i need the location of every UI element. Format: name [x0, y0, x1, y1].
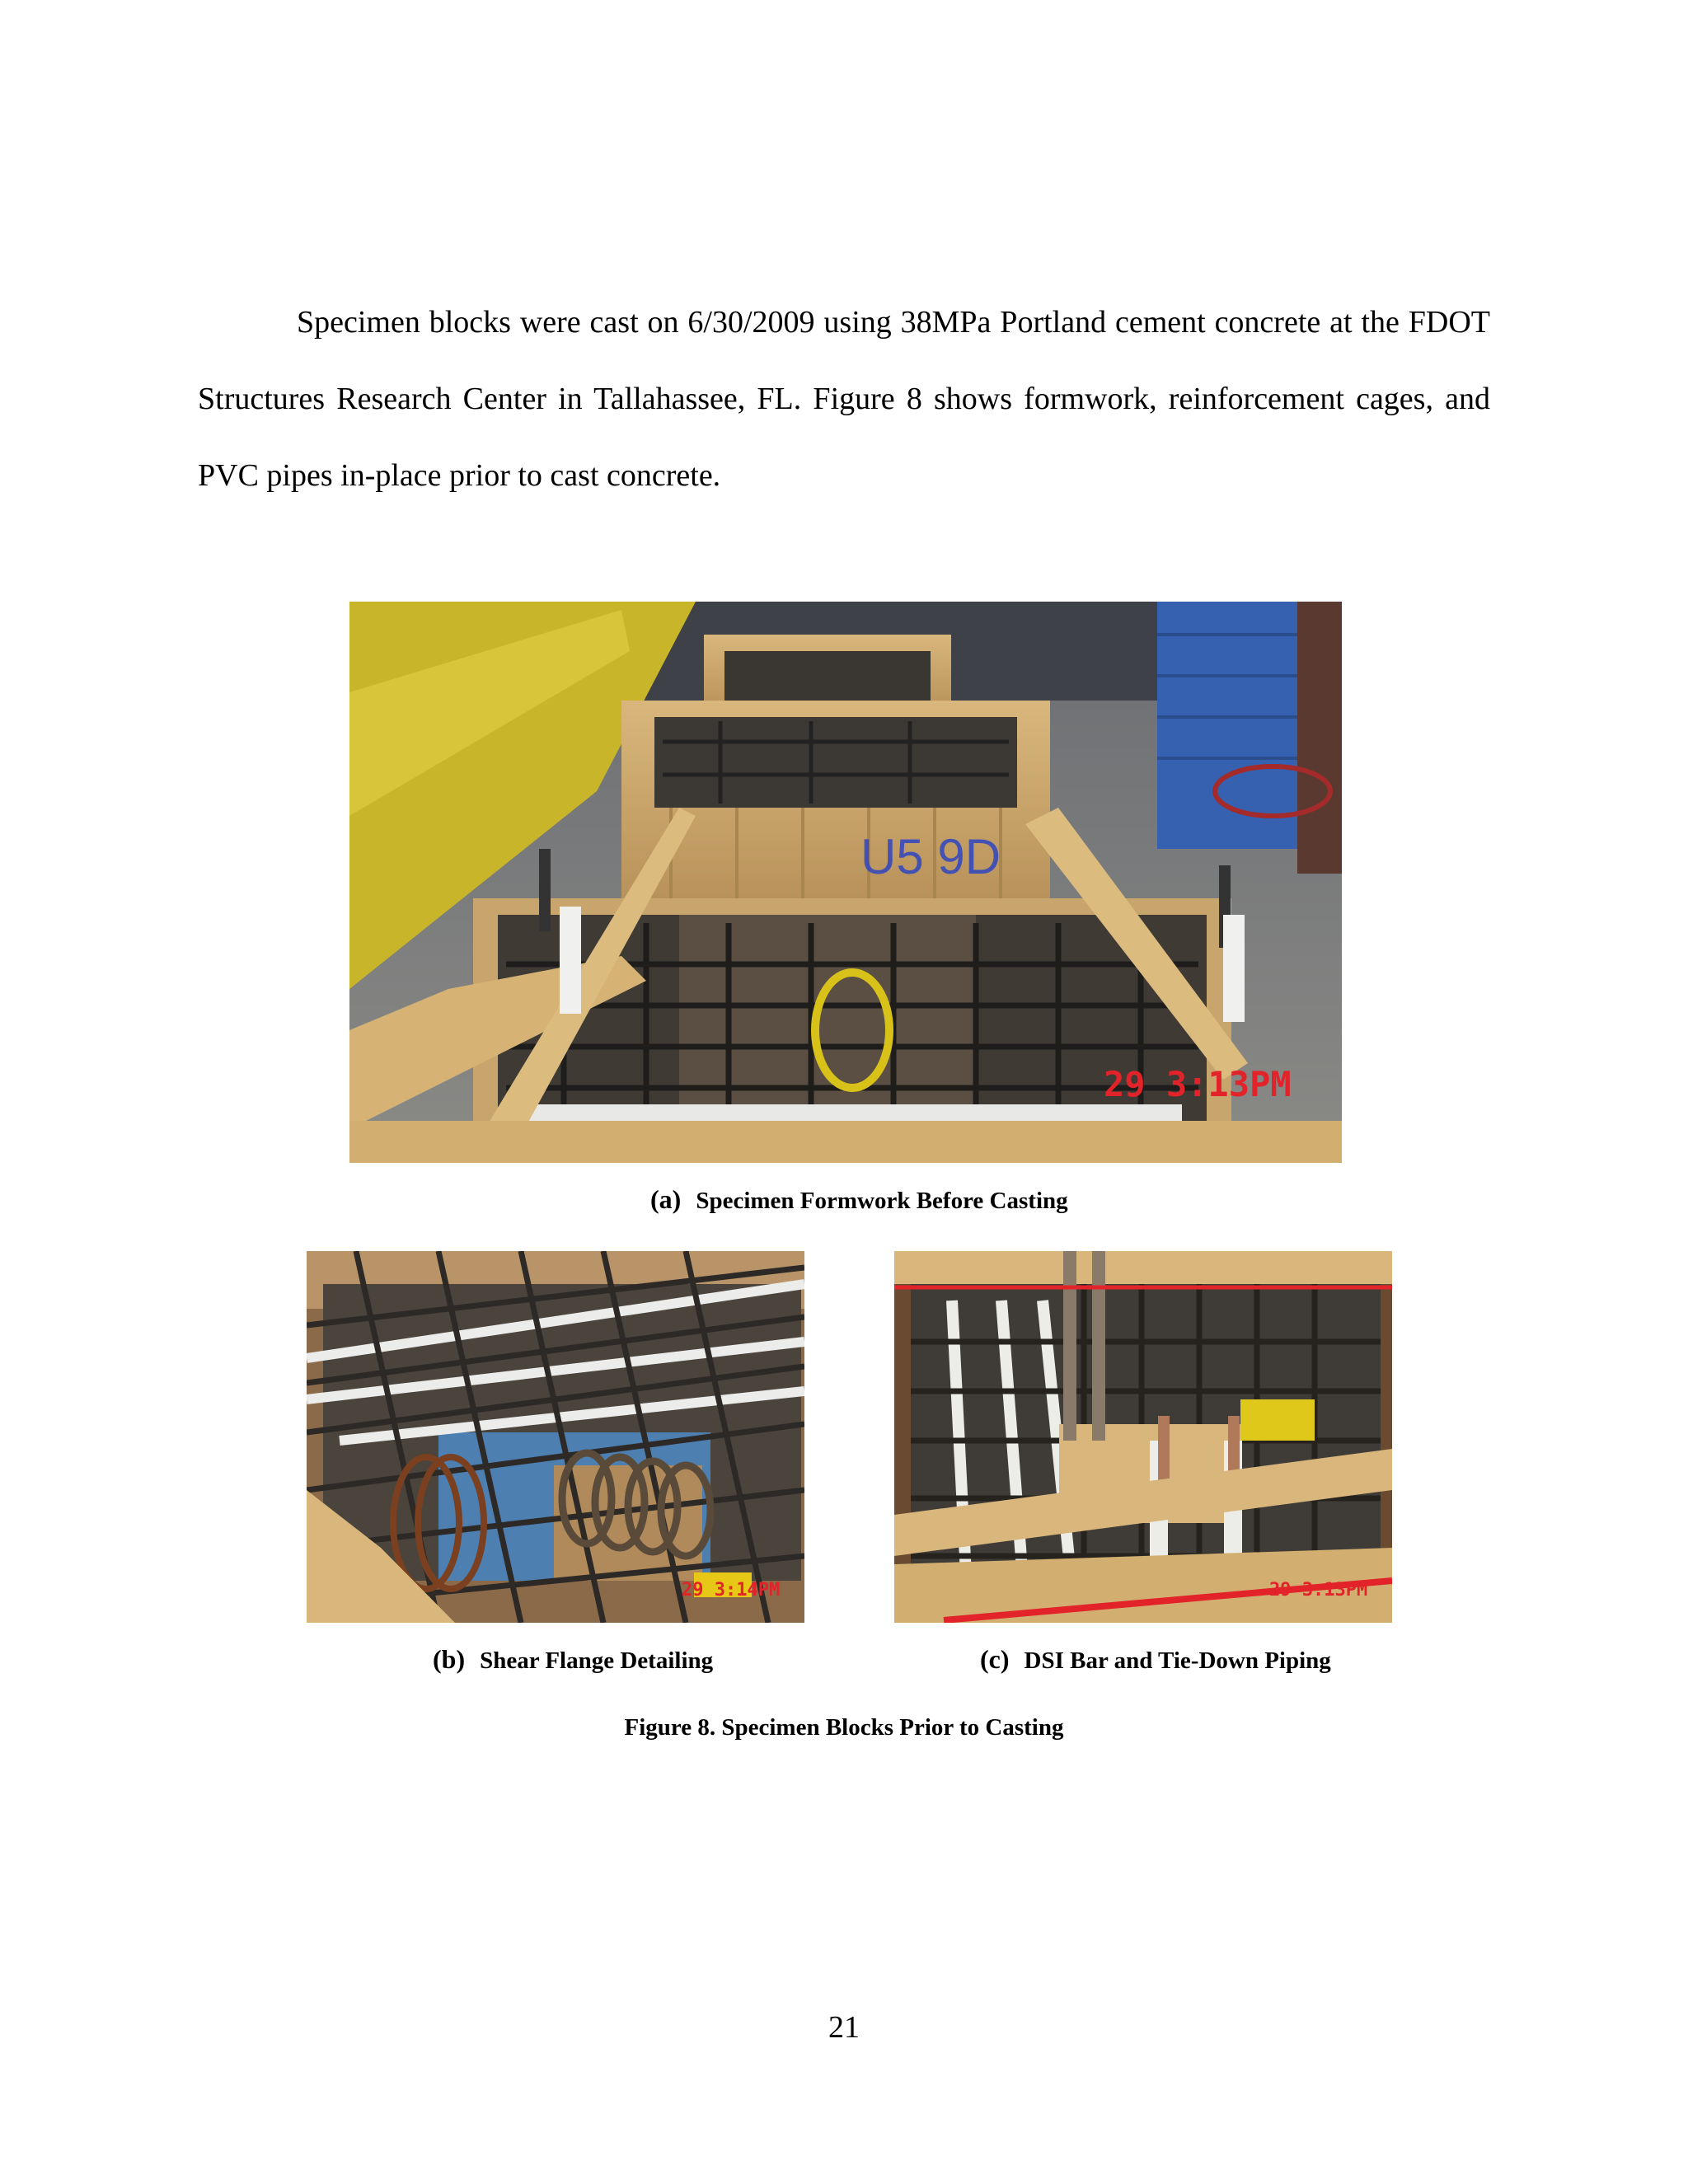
caption-a	[650, 1184, 1068, 1215]
photo-specimen-formwork	[349, 602, 1342, 1163]
figure-title: Figure 8. Specimen Blocks Prior to Casting	[624, 1714, 1064, 1741]
caption-c-text: DSI Bar and Tie-Down Piping	[1024, 1647, 1331, 1674]
caption-c	[980, 1644, 1331, 1675]
caption-a-text: Specimen Formwork Before Casting	[696, 1188, 1068, 1214]
photo-timestamp-b: 29 3:14PM	[682, 1580, 781, 1601]
body-paragraph-text: Specimen blocks were cast on 6/30/2009 using 38MPa Portland cement concrete at the FDOT Structures Research Center in Tallahassee, FL. Figure 8 shows formwork, reinforcement cages, and PVC pipes in-place prior to cast concrete.	[198, 305, 1490, 493]
caption-b-text: Shear Flange Detailing	[480, 1647, 714, 1674]
photo-timestamp-c: 29 3:13PM	[1269, 1580, 1368, 1601]
body-paragraph	[198, 284, 1490, 514]
page-number: 21	[828, 2010, 860, 2045]
caption-b-letter: (b)	[433, 1644, 466, 1674]
caption-b	[433, 1644, 713, 1675]
caption-a-letter: (a)	[650, 1184, 682, 1214]
svg-text:U5 9D: U5 9D	[860, 829, 1001, 884]
caption-c-letter: (c)	[980, 1644, 1010, 1674]
photo-shear-flange	[307, 1251, 804, 1623]
photo-timestamp-a: 29 3:13PM	[1104, 1064, 1292, 1104]
photo-dsi-bar	[894, 1251, 1392, 1623]
